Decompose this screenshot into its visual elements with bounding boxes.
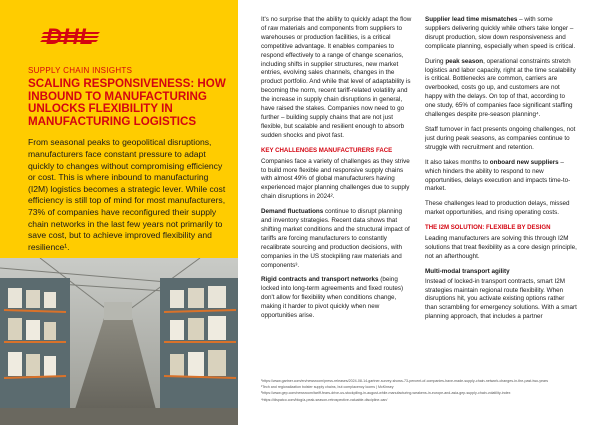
body-paragraph [425,58,577,120]
inline-bold: Supplier lead time mismatches [425,16,518,23]
body-paragraph: These challenges lead to production delays, missed market opportunities, and rising operating costs. [425,200,570,217]
article-column-1 [261,16,413,327]
inline-text: It also takes months to [425,158,490,166]
body-paragraph [425,159,577,195]
inline-text: continue to disrupt planning and inventory strategies. Recent data shows that shifting market conditions and the structural impact of tariffs are forcing manufacturers to constantly recalibrate sourcing and production decisions, with companies in the US stockpiling raw materials and components³. [261,208,410,269]
body-paragraph [261,276,413,321]
body-paragraph [261,208,413,270]
subsection-heading: Multi-modal transport agility [425,267,510,275]
body-paragraph: Companies face a variety of challenges as they strive to build more flexible and responsive supply chains with almost 49% of global manufacturers having experienced major planning challenges due to supply chain disruptions in 2024². [261,157,410,201]
footnote: ⁴https://dispatco.com/blog/a-peak-season-retrospective-valuable-discipline-can/ [261,397,388,402]
intro-paragraph: From seasonal peaks to geopolitical disruptions, manufacturers face constant pressure to adapt quickly to changes without compromising efficiency or cost. This is where inbound to manufacturing (I2M) logistics becomes a strategic lever. While cost efficiency is still top of mind for most manufacturers, 73% of companies have reconfigured their supply chain networks in the last few years not primarily to save cost, but to achieve improved flexibility and resilience¹. [28,137,226,252]
hero-panel [0,0,238,425]
footnote: ²Tech and regionalization bolster supply chains, but complacency looms | McKinsey [261,385,394,390]
page-title: SCALING RESPONSIVENESS: HOW INBOUND TO MANUFACTURING UNLOCKS FLEXIBILITY IN MANUFACTURING LOGISTICS [28,77,226,128]
inline-text: , operational constraints stretch logistics and labor capacity, right at the time scalability is critical. Bottlenecks are common, carriers are overbooked, costs go up, and customers are not happy with the delays. On top of that, according to one study, 65% of companies face significant staffing challenges despite pre-season planning⁴. [425,57,576,119]
inline-bold: peak season [445,57,484,65]
footnote: ¹https://www.gartner.com/en/newsroom/press-releases/2024-08-14-gartner-survey-shows-73-percent-of-companies-have-made-supply-chain-network-changes-in-the-past-two-years [261,379,549,383]
hero-text [28,66,228,281]
inline-bold: onboard new suppliers [489,158,559,166]
warehouse-image [0,258,238,425]
footnotes [261,378,586,403]
section-heading-challenges: KEY CHALLENGES MANUFACTURERS FACE [261,146,393,154]
inline-bold: Rigid contracts and transport networks [261,276,379,284]
inline-text: (being locked into long-term agreements and fixed routes) don't allow for flexibility when conditions change, making it harder to pivot quickly when new opportunities arise. [261,276,404,320]
inline-text: – with some suppliers delivering quickly while others take longer – disrupt production, slow down responsiveness and complicate planning, especially when speed is critical. [425,16,576,50]
inline-text: – which hinders the ability to respond to new opportunities, delays execution and impacts time-to-market. [425,158,571,193]
body-paragraph: Leading manufacturers are solving this through I2M solutions that treat flexibility as a core design principle, not an afterthought. [425,235,577,260]
body-paragraph [425,16,577,52]
body-paragraph: It's no surprise that the ability to quickly adapt the flow of raw materials and components from suppliers to warehouses or production facilities, is a critical competitive advantage. It enables companies to respond effectively to a range of change scenarios, including shifts in supplier structures, new market entries, evolving sales channels, changes in the product portfolio. And while that level of adaptability is becoming the norm, recent tariff-related volatility and the increase in supply chain disruptions in general, have raised the stakes. Companies now need to go further – building supply chains that are not just flexible, but scalable and resilient enough to absorb sudden shocks and pivot fast. [261,16,412,139]
body-paragraph: Instead of locked-in transport contracts, smart I2M strategies maintain regional route flexibility. When disruptions hit, you activate existing options rather than scrambling for emergency solutions. With a smart planning approach, that includes a partner [425,277,577,321]
footnote: ³https://www.gep.com/newsroom/tariff-fears-drive-us-stockpiling-in-august-while-manufacturing-weakens-in-europe-and-asia-gep-supply-chain-volatility-index [261,391,511,396]
section-heading-solution: THE I2M SOLUTION: FLEXIBLE BY DESIGN [425,224,551,232]
inline-text: During [425,57,446,65]
body-paragraph: Staff turnover in fact presents ongoing challenges, not just during peak seasons, as companies continue to struggle with recruitment and retention. [425,125,576,151]
article-column-2 [425,16,577,328]
kicker: SUPPLY CHAIN INSIGHTS [28,66,133,75]
inline-bold: Demand fluctuations [261,208,324,216]
hero-top [0,0,238,258]
dhl-logo: DHL [46,24,95,49]
